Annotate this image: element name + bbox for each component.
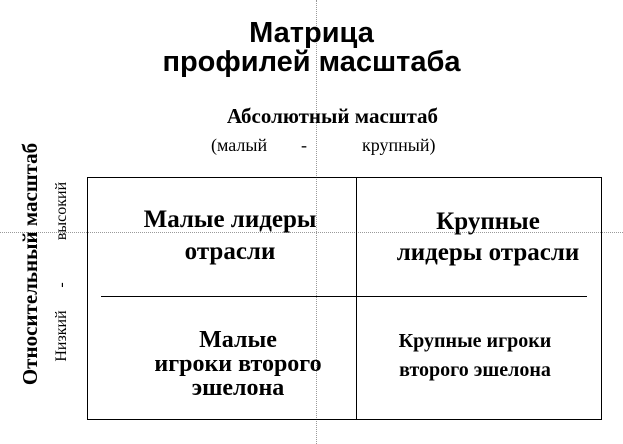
absolute-scale-min-label: (малый xyxy=(211,135,268,155)
quadrant-small-second-tier-line-1: Малые xyxy=(199,327,277,353)
quadrant-large-second-tier-line-1: Крупные игроки xyxy=(398,330,552,352)
quadrant-small-leaders xyxy=(110,204,350,268)
quadrant-large-leaders-line-1: Крупные xyxy=(436,208,540,235)
quadrant-large-leaders xyxy=(368,206,608,268)
diagram-title-line-1: Матрица xyxy=(249,17,374,49)
quadrant-large-leaders-line-2: лидеры отрасли xyxy=(396,239,580,266)
absolute-scale-axis-label: Абсолютный масштаб xyxy=(226,104,439,128)
absolute-scale-max-label: крупный) xyxy=(362,135,436,155)
quadrant-large-second-tier-line-2: второго эшелона xyxy=(399,359,551,381)
matrix-divider-horizontal xyxy=(101,296,587,297)
absolute-scale-separator: - xyxy=(301,135,307,155)
diagram-title-line-2: профилей масштаба xyxy=(162,46,461,78)
quadrant-small-leaders-line-2: отрасли xyxy=(184,238,276,265)
quadrant-small-second-tier xyxy=(108,328,368,400)
relative-scale-min-label: Низкий xyxy=(53,310,70,362)
quadrant-small-leaders-line-1: Малые лидеры xyxy=(143,206,317,233)
quadrant-small-second-tier-line-3: эшелона xyxy=(191,375,285,401)
relative-scale-max-label: высокий xyxy=(53,181,70,241)
quadrant-large-second-tier xyxy=(360,327,590,385)
relative-scale-separator: - xyxy=(53,282,70,288)
relative-scale-axis-label: Относительный масштаб xyxy=(18,142,42,386)
quadrant-small-second-tier-line-2: игроки второго xyxy=(154,351,322,377)
